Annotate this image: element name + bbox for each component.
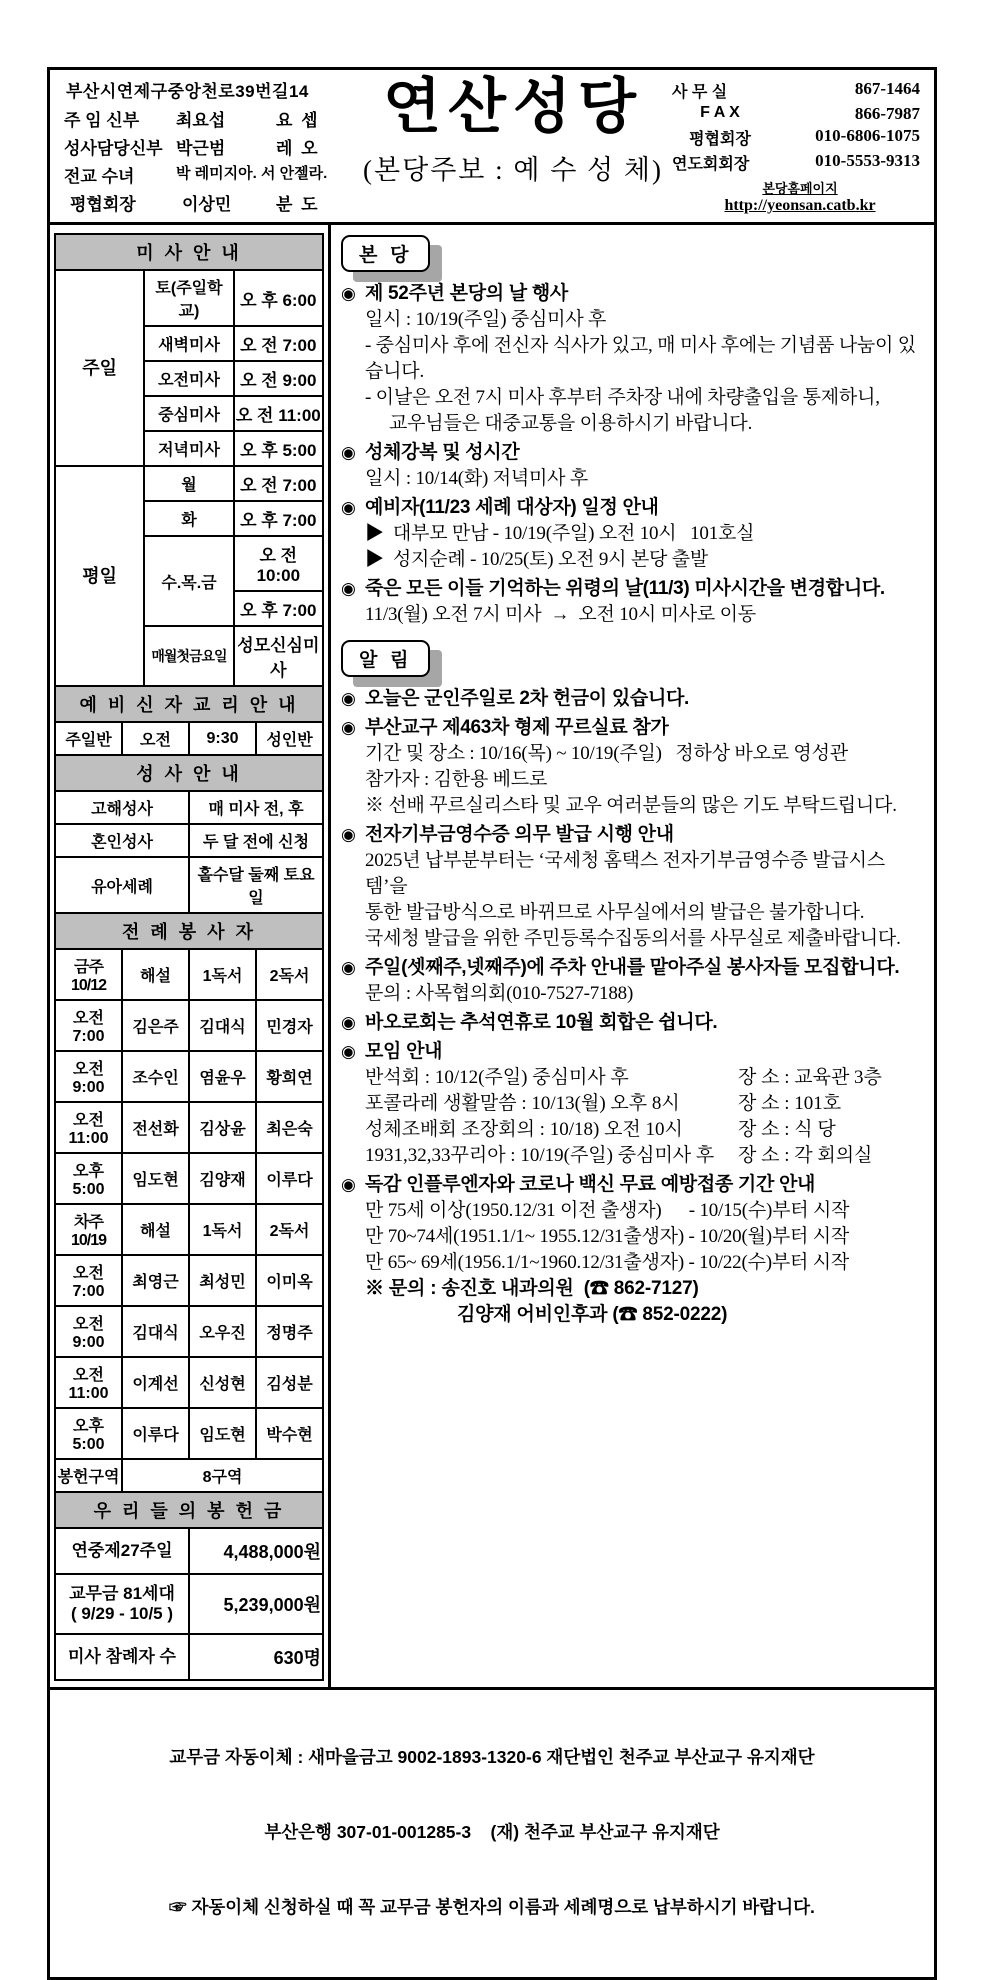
mass-time: 성모신심미사 (234, 626, 323, 686)
bullet-icon: ◉ (341, 1175, 356, 1194)
server-cell: 오전 9:00 (55, 1051, 122, 1102)
group-label-sunday: 주일 (55, 270, 144, 466)
mass-name: 월 (144, 466, 233, 501)
table-row (55, 1306, 323, 1357)
notice-line: 2025년 납부분부터는 ‘국세청 홈택스 전자기부금영수증 발급시스템’을 (365, 850, 885, 897)
server-cell: 오우진 (189, 1306, 256, 1357)
server-cell: 1독서 (189, 949, 256, 1000)
staff-role: 주 임 신부 (64, 111, 140, 130)
footer-line: 부산은행 307-01-001285-3 (재) 천주교 부산교구 유지재단 (264, 1822, 720, 1842)
notice-line: 통한 발급방식으로 바뀌므로 사무실에서의 발급은 불가합니다. (365, 902, 865, 923)
meeting-row (341, 1143, 926, 1169)
server-cell: 조수인 (122, 1051, 189, 1102)
bullet-icon: ◉ (341, 443, 356, 462)
server-cell: 2독서 (256, 949, 323, 1000)
meeting-what: 성체조배회 조장회의 : 10/18) 오전 10시 (365, 1119, 683, 1140)
section-header-mass: 미 사 안 내 (55, 234, 323, 270)
notice-line: 만 70~74세(1951.1/1~ 1955.12/31출생자) - 10/20(월)부터 시작 (365, 1226, 850, 1247)
notice-title: ◉ 부산교구 제463차 형제 꾸르실료 참가 (341, 715, 926, 741)
church-address: 부산시연제구중앙천로39번길14 (66, 82, 309, 101)
table-row (55, 791, 323, 824)
mass-time: 오 후 7:00 (234, 501, 323, 536)
table-row (55, 1000, 323, 1051)
server-cell: 오전 7:00 (55, 1255, 122, 1306)
address-staff-block (54, 75, 354, 218)
contact-row-fax (672, 104, 928, 124)
announcement-title: ◉ 제 52주년 본당의 날 행사 (341, 281, 926, 307)
left-column (50, 225, 328, 1687)
server-cell: 임도현 (122, 1153, 189, 1204)
mass-name: 중심미사 (144, 396, 233, 431)
table-row (55, 1102, 323, 1153)
mass-time: 오 전 7:00 (234, 326, 323, 361)
mass-schedule-table (54, 233, 324, 687)
header (50, 70, 934, 225)
staff-row-sacrament-priest (64, 134, 354, 159)
staff-name: 최요섭 (176, 111, 226, 130)
notice-title: ◉ 바오로회는 추석연휴로 10월 회합은 쉽니다. (341, 1010, 926, 1036)
server-cell: 오전11:00 (55, 1102, 122, 1153)
section-header-catechumen: 예 비 신 자 교 리 안 내 (55, 686, 323, 722)
server-cell: 신성현 (189, 1357, 256, 1408)
bullet-icon: ◉ (341, 1042, 356, 1061)
server-cell: 정명주 (256, 1306, 323, 1357)
offering-zone-label: 봉헌구역 (55, 1459, 122, 1492)
server-cell: 김성분 (256, 1357, 323, 1408)
meeting-where: 장 소 : 교육관 3층 (738, 1067, 882, 1088)
staff-baptismal-name: 레 오 (276, 139, 320, 158)
offering-label (55, 1574, 189, 1634)
mass-time: 오 전 10:00 (234, 536, 323, 591)
notice-title: ◉ 독감 인플루엔자와 코로나 백신 무료 예방접종 기간 안내 (341, 1172, 926, 1198)
server-cell: 이루다 (256, 1153, 323, 1204)
meeting-where: 장 소 : 식 당 (738, 1119, 836, 1140)
notice-line: ※ 선배 꾸르실리스타 및 교우 여러분들의 많은 기도 부탁드립니다. (365, 795, 897, 816)
section-header-servers: 전 례 봉 사 자 (55, 913, 323, 949)
body (50, 225, 934, 1687)
mass-name: 화 (144, 501, 233, 536)
meeting-row (341, 1065, 926, 1091)
contact-label: 사 무 실 (672, 84, 728, 101)
server-cell: 이미옥 (256, 1255, 323, 1306)
announcement-line: 11/3(월) 오전 7시 미사 → 오전 10시 미사로 이동 (365, 604, 756, 625)
announcement-title: ◉ 죽은 모든 이들 기억하는 위령의 날(11/3) 미사시간을 변경합니다. (341, 576, 926, 602)
notice-line: 참가자 : 김한용 베드로 (365, 769, 548, 790)
notices-section-badge: 알 림 (341, 640, 430, 677)
meeting-what: 포콜라레 생활말씀 : 10/13(월) 오후 8시 (365, 1093, 680, 1114)
bullet-icon: ◉ (341, 958, 356, 977)
offerings-table (54, 1491, 324, 1681)
table-row (55, 857, 323, 913)
homepage-link[interactable]: http://yeonsan.catb.kr (724, 197, 876, 214)
staff-role: 성사담당신부 (64, 139, 163, 158)
mass-time: 오 후 6:00 (234, 270, 323, 326)
contact-phone: 866-7987 (854, 104, 920, 123)
table-row (55, 1574, 323, 1634)
church-title: 연산성당 (383, 72, 643, 142)
notice-line: 기간 및 장소 : 10/16(목) ~ 10/19(주일) 정하상 바오로 영성관 (365, 743, 848, 764)
mass-time: 오 후 7:00 (234, 591, 323, 626)
mass-name: 저녁미사 (144, 431, 233, 466)
table-row (55, 1408, 323, 1459)
bullet-icon: ◉ (341, 498, 356, 517)
table-row (55, 1255, 323, 1306)
table-row (55, 270, 323, 326)
section-header-offerings: 우 리 들 의 봉 헌 금 (55, 1492, 323, 1528)
parish-section-badge: 본 당 (341, 235, 430, 272)
contact-label: 평협회장 (689, 131, 751, 148)
table-row (55, 1459, 323, 1492)
server-cell: 최영근 (122, 1255, 189, 1306)
announcement-title: ◉ 예비자(11/23 세례 대상자) 일정 안내 (341, 495, 926, 521)
sacrament-info: 매 미사 전, 후 (189, 791, 323, 824)
table-row (55, 466, 323, 501)
server-cell: 임도현 (189, 1408, 256, 1459)
notice-line: 만 75세 이상(1950.12/31 이전 출생자) - 10/15(수)부터 시작 (365, 1200, 850, 1221)
mass-time: 오 전 7:00 (234, 466, 323, 501)
meeting-where: 장 소 : 101호 (738, 1093, 842, 1114)
meeting-what: 1931,32,33꾸리아 : 10/19(주일) 중심미사 후 (365, 1145, 715, 1166)
footer-bank-info (50, 1687, 934, 1977)
offering-zone-value: 8구역 (122, 1459, 323, 1492)
offering-label-line2: ( 9/29 - 10/5 ) (70, 1604, 174, 1623)
notice-title: ◉ 주일(셋째주,넷째주)에 주차 안내를 맡아주실 봉사자들 모집합니다. (341, 955, 926, 981)
catechumen-cell: 9:30 (189, 722, 256, 755)
server-cell: 금주10/12 (55, 949, 122, 1000)
table-row (55, 1634, 323, 1680)
contact-label: F A X (700, 104, 740, 121)
notice-line-contact: 김양재 어비인후과 (☎ 852-0222) (457, 1304, 728, 1325)
announcement-title: ◉ 성체강복 및 성시간 (341, 440, 926, 466)
server-cell: 전선화 (122, 1102, 189, 1153)
contact-row-office (672, 79, 928, 102)
contact-phone: 867-1464 (854, 79, 920, 98)
staff-baptismal-name: 분 도 (276, 195, 320, 214)
server-cell: 2독서 (256, 1204, 323, 1255)
bulletin-subtitle: (본당주보 : 예 수 성 체) (363, 155, 663, 185)
server-cell: 박수현 (256, 1408, 323, 1459)
table-row (55, 1528, 323, 1574)
meeting-row (341, 1091, 926, 1117)
notices-badge-wrap (341, 640, 430, 677)
sacrament-name: 유아세례 (55, 857, 189, 913)
notice-line: 국세청 발급을 위한 주민등록수집동의서를 사무실로 제출바랍니다. (365, 928, 901, 949)
mass-name: 토(주일학교) (144, 270, 233, 326)
announcement-line: ▶ 성지순례 - 10/25(토) 오전 9시 본당 출발 (365, 549, 709, 570)
server-cell: 김상윤 (189, 1102, 256, 1153)
server-cell: 오후 5:00 (55, 1408, 122, 1459)
mass-name: 매월첫금요일 (144, 626, 233, 686)
server-cell: 이계선 (122, 1357, 189, 1408)
server-cell: 최은숙 (256, 1102, 323, 1153)
offering-amount: 630명 (189, 1634, 323, 1680)
sacrament-name: 혼인성사 (55, 824, 189, 857)
catechumen-cell: 오전 (122, 722, 189, 755)
server-cell: 김대식 (189, 1000, 256, 1051)
offering-label: 연중제27주일 (55, 1528, 189, 1574)
staff-role: 평협회장 (70, 195, 136, 214)
announcement-line: ▶ 대부모 만남 - 10/19(주일) 오전 10시 101호실 (365, 523, 755, 544)
contact-block (672, 75, 930, 218)
server-cell: 해설 (122, 949, 189, 1000)
table-row (55, 1204, 323, 1255)
servers-table (54, 912, 324, 1493)
mass-name: 수.목.금 (144, 536, 233, 626)
homepage-block (672, 178, 928, 215)
server-cell: 오후 5:00 (55, 1153, 122, 1204)
server-cell: 해설 (122, 1204, 189, 1255)
bullet-icon: ◉ (341, 689, 356, 708)
footer-line: ☞ 자동이체 신청하실 때 꼭 교무금 봉헌자의 이름과 세례명으로 납부하시기 바랍니다. (169, 1897, 815, 1917)
mass-time: 오 전 9:00 (234, 361, 323, 396)
bullet-icon: ◉ (341, 1013, 356, 1032)
server-cell: 오전 7:00 (55, 1000, 122, 1051)
contact-phone: 010-5553-9313 (815, 151, 920, 170)
contact-label: 연도회회장 (672, 156, 750, 173)
offering-label: 미사 참례자 수 (55, 1634, 189, 1680)
table-row (55, 722, 323, 755)
mass-name: 오전미사 (144, 361, 233, 396)
announcement-line: 일시 : 10/14(화) 저녁미사 후 (365, 468, 589, 489)
meeting-row (341, 1117, 926, 1143)
staff-role: 전교 수녀 (64, 167, 135, 186)
catechumen-cell: 주일반 (55, 722, 122, 755)
server-cell: 염윤우 (189, 1051, 256, 1102)
bullet-icon: ◉ (341, 825, 356, 844)
server-cell: 김은주 (122, 1000, 189, 1051)
server-cell: 김대식 (122, 1306, 189, 1357)
staff-row-sisters (64, 162, 354, 187)
notice-title: ◉ 오늘은 군인주일로 2차 헌금이 있습니다. (341, 686, 926, 712)
sacrament-info: 두 달 전에 신청 (189, 824, 323, 857)
right-column (328, 225, 934, 1687)
mass-name: 새벽미사 (144, 326, 233, 361)
server-cell: 차주10/19 (55, 1204, 122, 1255)
server-cell: 최성민 (189, 1255, 256, 1306)
homepage-label: 본당홈페이지 (762, 181, 838, 196)
catechumen-cell: 성인반 (256, 722, 323, 755)
contact-phone: 010-6806-1075 (815, 126, 920, 145)
server-cell: 민경자 (256, 1000, 323, 1051)
announcement-line: 교우님들은 대중교통을 이용하시기 바랍니다. (389, 413, 753, 434)
table-row (55, 824, 323, 857)
notice-line: 만 65~ 69세(1956.1/1~1960.12/31출생자) - 10/22(수)부터 시작 (365, 1252, 850, 1273)
contact-row-yeondo (672, 151, 928, 174)
notice-title: ◉ 전자기부금영수증 의무 발급 시행 안내 (341, 822, 926, 848)
table-row (55, 1153, 323, 1204)
footer-line: 교무금 자동이체 : 새마을금고 9002-1893-1320-6 재단법인 천주교 부산교구 유지재단 (169, 1747, 815, 1767)
staff-row-council-president (64, 190, 354, 215)
catechumen-table (54, 685, 324, 756)
staff-name: 이상민 (182, 195, 232, 214)
section-header-sacraments: 성 사 안 내 (55, 755, 323, 791)
staff-row-pastor (64, 106, 354, 131)
table-row (55, 1051, 323, 1102)
server-cell: 김양재 (189, 1153, 256, 1204)
offering-amount: 5,239,000원 (189, 1574, 323, 1634)
server-cell: 1독서 (189, 1204, 256, 1255)
parish-badge-wrap (341, 235, 430, 272)
mass-time: 오 후 5:00 (234, 431, 323, 466)
announcement-line: - 중심미사 후에 전신자 식사가 있고, 매 미사 후에는 기념품 나눔이 있습니다. (365, 335, 916, 382)
notice-title: ◉ 모임 안내 (341, 1039, 926, 1065)
sacraments-table (54, 754, 324, 914)
bullet-icon: ◉ (341, 579, 356, 598)
title-block (354, 72, 672, 218)
server-cell: 오전11:00 (55, 1357, 122, 1408)
staff-baptismal-name: 요 셉 (276, 111, 320, 130)
announcement-line: 일시 : 10/19(주일) 중심미사 후 (365, 309, 607, 330)
notice-line-contact: ※ 문의 : 송진호 내과의원 (☎ 862-7127) (365, 1278, 699, 1299)
bullet-icon: ◉ (341, 718, 356, 737)
mass-time: 오 전 11:00 (234, 396, 323, 431)
notice-line: 문의 : 사목협의회(010-7527-7188) (365, 983, 634, 1004)
contact-row-council (672, 126, 928, 149)
table-row (55, 1357, 323, 1408)
server-cell: 황희연 (256, 1051, 323, 1102)
offering-label-line1: 교무금 81세대 (69, 1584, 175, 1603)
sacrament-info: 홀수달 둘째 토요일 (189, 857, 323, 913)
bullet-icon: ◉ (341, 284, 356, 303)
table-row (55, 949, 323, 1000)
group-label-weekday: 평일 (55, 466, 144, 686)
staff-name: 박근범 (176, 139, 226, 158)
bulletin-page (47, 67, 937, 1980)
sacrament-name: 고해성사 (55, 791, 189, 824)
announcement-line: - 이날은 오전 7시 미사 후부터 주차장 내에 차량출입을 통제하니, (365, 387, 880, 408)
meeting-what: 반석회 : 10/12(주일) 중심미사 후 (365, 1067, 629, 1088)
staff-name: 박 레미지아. 서 안젤라. (176, 165, 328, 182)
meeting-where: 장 소 : 각 회의실 (738, 1145, 873, 1166)
server-cell: 이루다 (122, 1408, 189, 1459)
offering-amount: 4,488,000원 (189, 1528, 323, 1574)
server-cell: 오전 9:00 (55, 1306, 122, 1357)
